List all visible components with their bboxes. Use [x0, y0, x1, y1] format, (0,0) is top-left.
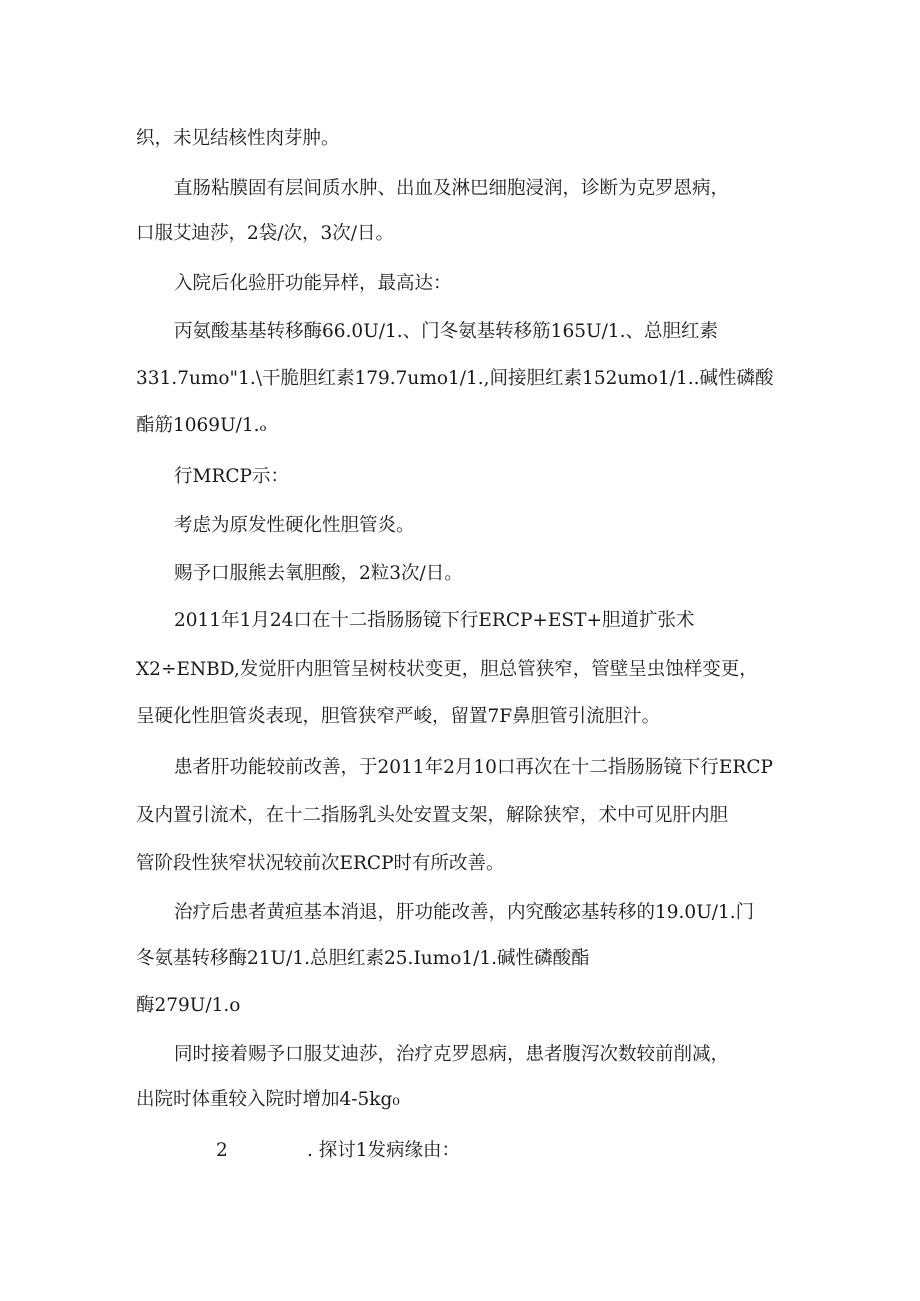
paragraph-line: 行MRCP示：: [174, 466, 289, 487]
paragraph-line: 同时接着赐予口服艾迪莎，治疗克罗恩病，患者腹泻次数较前削减，: [174, 1044, 730, 1065]
paragraph-line: 患者肝功能较前改善，于2011年2月10口再次在十二指肠肠镜下行ERCP: [174, 757, 773, 778]
paragraph-line: 2011年1月24口在十二指肠肠镜下行ERCP+EST+胆道扩张术: [174, 610, 695, 631]
paragraph-line: 口服艾迪莎，2袋/次，3次/日。: [136, 223, 395, 244]
paragraph-line: 331.7umo"1.\干脆胆红素179.7umo1∕1.,间接胆红素152umo1/1..碱性磷酸: [136, 368, 774, 389]
paragraph-line: 及内置引流术，在十二指肠乳头处安置支架，解除狭窄，术中可见肝内胆: [136, 805, 729, 826]
paragraph-line: 冬氨基转移酶21U/1.总胆红素25.Iumo1/1.碱性磷酸酯: [136, 948, 590, 969]
section-title: . 探讨1发病缘由：: [307, 1140, 461, 1161]
paragraph-line: 酯筋1069U∕1.ₒ: [136, 415, 267, 436]
paragraph-line: 呈硬化性胆管炎表现，胆管狭窄严峻，留置7F鼻胆管引流胆汁。: [136, 706, 661, 727]
paragraph-line: 丙氨酸基基转移酶66.0U/1.、门冬氨基转移筋165U/1.、总胆红素: [174, 321, 718, 342]
paragraph-line: 织，未见结核性肉芽肿。: [136, 128, 340, 149]
paragraph-line: 出院时体重较入院时增加4-5kg₀: [136, 1089, 400, 1110]
paragraph-line: 直肠粘膜固有层间质水肿、出血及淋巴细胞浸润，诊断为克罗恩病，: [174, 178, 730, 199]
paragraph-line: 入院后化验肝功能异样，最高达：: [174, 273, 452, 294]
paragraph-line: 酶279U∕1.o: [136, 995, 241, 1016]
paragraph-line: 考虑为原发性硬化性胆管炎。: [174, 515, 415, 536]
section-number: 2: [216, 1140, 228, 1161]
paragraph-line: 治疗后患者黄疸基本消退，肝功能改善，内究酸宓基转移的19.0U/1.门: [174, 902, 755, 923]
paragraph-line: 管阶段性狭窄状况较前次ERCP时有所改善。: [136, 853, 505, 874]
paragraph-line: X2÷ENBD,发觉肝内胆管呈树枝状变更，胆总管狭窄，管壁呈虫蚀样变更，: [136, 659, 758, 680]
paragraph-line: 赐予口服熊去氧胆酸，2粒3次/日。: [174, 563, 463, 584]
